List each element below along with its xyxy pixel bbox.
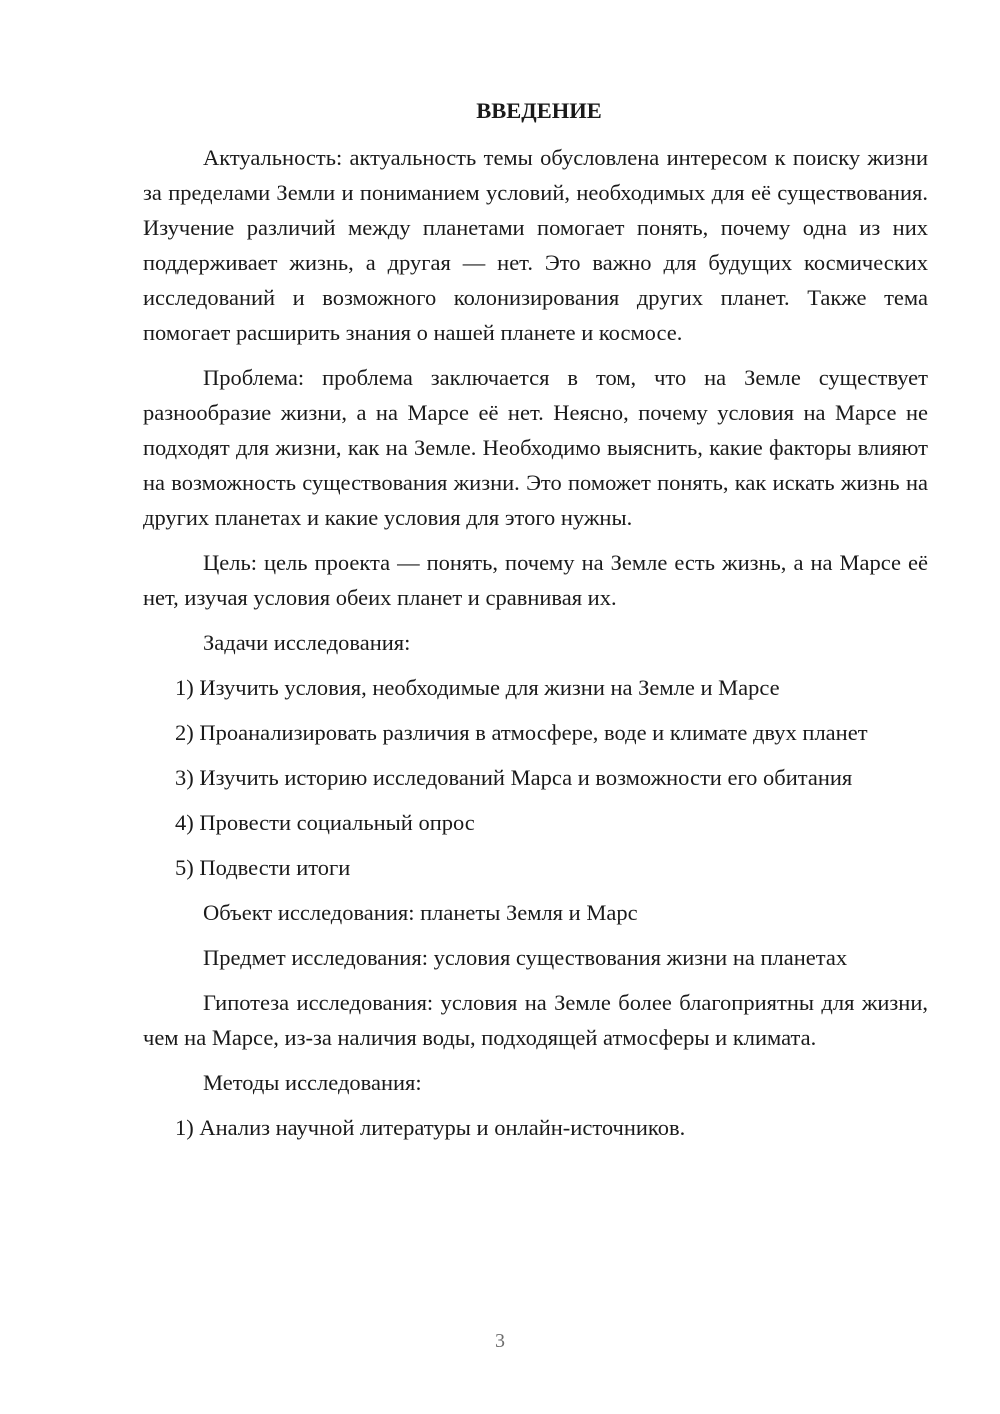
goal-paragraph: Цель: цель проекта — понять, почему на Земле есть жизнь, а на Марсе её нет, изучая условия обеих планет и сравнивая их. xyxy=(143,550,928,610)
methods-title: Методы исследования: xyxy=(203,1070,422,1095)
section-heading: ВВЕДЕНИЕ xyxy=(476,98,602,123)
research-object: Объект исследования: планеты Земля и Марс xyxy=(203,900,638,925)
method-item-1: 1) Анализ научной литературы и онлайн-источников. xyxy=(175,1115,686,1140)
task-item-2: 2) Проанализировать различия в атмосфере, воде и климате двух планет xyxy=(175,720,868,745)
problem-paragraph: Проблема: проблема заключается в том, что на Земле существует разнообразие жизни, а на Марсе её нет. Неясно, почему условия на Марсе не подходят для жизни, как на Земле. Необходимо выяснить, какие факторы влияют на возможность существования жизни. Это поможет понять, как искать жизнь на других планетах и какие условия для этого нужны. xyxy=(143,365,928,530)
relevance-paragraph: Актуальность: актуальность темы обусловлена интересом к поиску жизни за пределами Земли и пониманием условий, необходимых для её существования. Изучение различий между планетами помогает понять, почему одна из них поддерживает жизнь, а другая — нет. Это важно для будущих космических исследований и возможного колонизирования других планет. Также тема помогает расширить знания о нашей планете и космосе. xyxy=(143,145,928,345)
hypothesis-paragraph: Гипотеза исследования: условия на Земле более благоприятны для жизни, чем на Марсе, из-за наличия воды, подходящей атмосферы и климата. xyxy=(143,990,928,1050)
research-subject: Предмет исследования: условия существования жизни на планетах xyxy=(203,945,848,970)
task-item-1: 1) Изучить условия, необходимые для жизни на Земле и Марсе xyxy=(175,675,780,700)
task-item-3: 3) Изучить историю исследований Марса и возможности его обитания xyxy=(175,765,853,790)
document-page xyxy=(143,92,928,1155)
page-number: 3 xyxy=(495,1330,505,1352)
tasks-title: Задачи исследования: xyxy=(203,630,411,655)
task-item-5: 5) Подвести итоги xyxy=(175,855,351,880)
task-item-4: 4) Провести социальный опрос xyxy=(175,810,475,835)
